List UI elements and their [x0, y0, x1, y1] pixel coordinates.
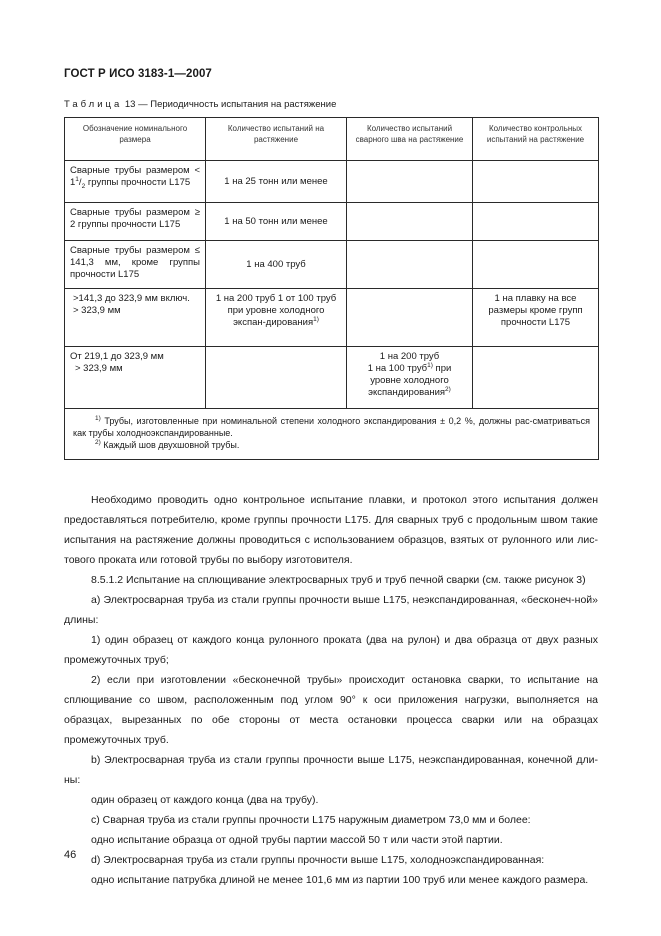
- paragraph: c) Сварная труба из стали группы прочности L175 наружным диаметром 73,0 мм и более:: [91, 814, 531, 826]
- table-row: [65, 289, 599, 347]
- weld-count-cell: 1 на 200 труб 1 на 100 труб$^{1)}$ при уровне холодного экспандирования$^{2)}$: [347, 347, 473, 409]
- tensile-count-cell: 1 на 400 труб: [206, 241, 347, 289]
- column-header: Количество испытаний на растяжение: [206, 118, 347, 161]
- size-cell: Сварные трубы размером ≥ 2 группы прочности L175: [65, 203, 206, 241]
- size-cell: Сварные трубы размером ≤ 141,3 мм, кроме группы прочности L175: [65, 241, 206, 289]
- control-count-cell: [473, 241, 599, 289]
- control-count-cell: [473, 203, 599, 241]
- weld-count-cell: [347, 241, 473, 289]
- control-count-cell: [473, 347, 599, 409]
- weld-count-cell: [347, 289, 473, 347]
- control-count-cell: [473, 161, 599, 203]
- tensile-count-cell: 1 на 200 труб 1 от 100 труб при уровне холодного экспан-дирования$^{1)}$: [206, 289, 347, 347]
- control-count-cell: 1 на плавку на все размеры кроме групп прочности L175: [473, 289, 599, 347]
- paragraph: одно испытание образца от одной трубы партии массой 50 т или части этой партии.: [91, 834, 503, 846]
- paragraph: b) Электросварная труба из стали группы прочности выше L175, неэкспандированная, конечной дли-ны:: [64, 754, 598, 786]
- table-caption-word: Таблица: [64, 99, 123, 110]
- table-notes: [65, 409, 599, 460]
- body-text: [64, 490, 598, 890]
- paragraph: Необходимо проводить одно контрольное испытание плавки, и протокол этого испытания должен предоставляться потребителю, кроме группы прочности L175. Для сварных труб с продольным швом такие испытания на растяжение должны проводиться с использованием образцов, взятых от рулонного или лис-тового проката или готовой трубы по выбору изготовителя.: [64, 494, 598, 566]
- table-header-row: [65, 118, 599, 161]
- paragraph: d) Электросварная труба из стали группы прочности выше L175, холодноэкспандированная:: [91, 854, 545, 866]
- tensile-test-frequency-table: [64, 117, 599, 460]
- paragraph: одно испытание патрубка длиной не менее 101,6 мм из партии 100 труб или менее каждого размера.: [91, 874, 589, 886]
- table-note: $^{2)}$ Каждый шов двухшовной трубы.: [95, 439, 240, 450]
- tensile-count-cell: 1 на 50 тонн или менее: [206, 203, 347, 241]
- table-notes-row: [65, 409, 599, 460]
- page-number: 46: [64, 849, 77, 861]
- table-row: [65, 241, 599, 289]
- column-header: Количество контрольных испытаний на растяжение: [473, 118, 599, 161]
- size-cell: >141,3 до 323,9 мм включ. > 323,9 мм: [65, 289, 206, 347]
- table-note: $^{1)}$ Трубы, изготовленные при номинальной степени холодного экспандирования ± 0,2 %, должны рас-сматриваться как трубы холодноэкспандированные.: [73, 415, 590, 438]
- table-caption: [64, 99, 336, 110]
- table-row: [65, 347, 599, 409]
- paragraph: 1) один образец от каждого конца рулонного проката (два на рулон) и два образца от двух разных промежуточных труб;: [64, 634, 598, 666]
- document-header: ГОСТ Р ИСО 3183-1—2007: [64, 68, 212, 80]
- column-header: Обозначение номинального размера: [65, 118, 206, 161]
- weld-count-cell: [347, 203, 473, 241]
- table-row: [65, 203, 599, 241]
- column-header: Количество испытаний сварного шва на растяжение: [347, 118, 473, 161]
- tensile-count-cell: [206, 347, 347, 409]
- size-cell: От 219,1 до 323,9 мм > 323,9 мм: [65, 347, 206, 409]
- paragraph: один образец от каждого конца (два на трубу).: [91, 794, 319, 806]
- paragraph: 2) если при изготовлении «бесконечной трубы» происходит остановка сварки, то испытание на сплющивание со швом, расположенным под углом 90° к оси приложения нагрузки, выполняется на образцах, вырезанных по обе стороны от места остановки процесса сварки или на образцах промежуточных труб.: [64, 674, 598, 746]
- table-caption-title: 13 — Периодичность испытания на растяжение: [122, 99, 337, 110]
- paragraph: а) Электросварная труба из стали группы прочности выше L175, неэкспандированная, «бесконеч-ной» длины:: [64, 594, 598, 626]
- tensile-count-cell: 1 на 25 тонн или менее: [206, 161, 347, 203]
- weld-count-cell: [347, 161, 473, 203]
- table-row: [65, 161, 599, 203]
- paragraph: 8.5.1.2 Испытание на сплющивание электросварных труб и труб печной сварки (см. также рисунок 3): [91, 574, 586, 586]
- size-cell: Сварные трубы размером < $1^1/_2$ группы прочности L175: [65, 161, 206, 203]
